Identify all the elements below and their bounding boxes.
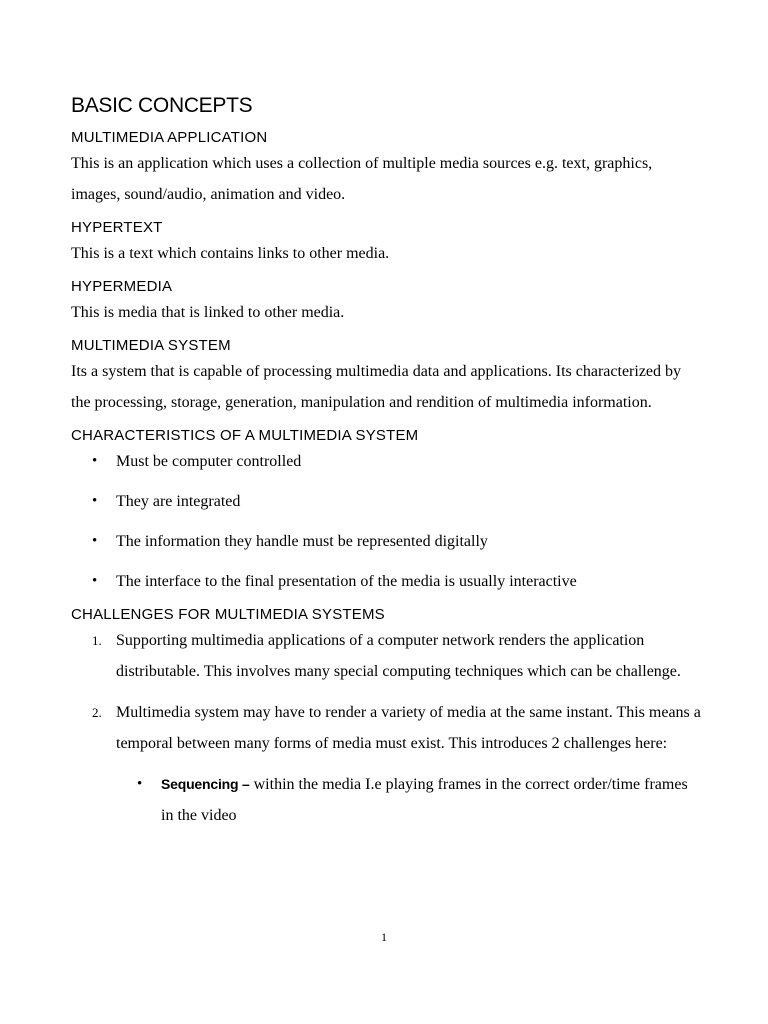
list-item-text: The interface to the final presentation of the media is usually interactive (116, 573, 577, 590)
list-item (71, 566, 701, 597)
section-heading: MULTIMEDIA APPLICATION (71, 129, 268, 146)
bullet-icon: • (92, 533, 98, 549)
section-challenges (71, 605, 701, 831)
list-item (71, 697, 701, 759)
bullet-icon: • (92, 573, 98, 589)
term-label: Sequencing – (161, 776, 250, 792)
section-heading: MULTIMEDIA SYSTEM (71, 337, 231, 354)
section-multimedia-application (71, 128, 701, 210)
list-item-text: Must be computer controlled (116, 453, 302, 470)
section-characteristics (71, 426, 701, 597)
section-multimedia-system (71, 336, 701, 418)
section-heading: CHALLENGES FOR MULTIMEDIA SYSTEMS (71, 606, 385, 623)
bullet-icon: • (92, 453, 98, 469)
section-text: This is a text which contains links to other media. (71, 245, 390, 262)
section-heading: HYPERMEDIA (71, 278, 173, 295)
page-number: 1 (381, 930, 387, 944)
section-heading: CHARACTERISTICS OF A MULTIMEDIA SYSTEM (71, 427, 419, 444)
section-hypertext (71, 218, 701, 269)
list-number: 1. (92, 633, 102, 648)
list-item (71, 625, 701, 687)
list-item (71, 486, 701, 517)
document-content (71, 92, 701, 831)
section-text: This is media that is linked to other media. (71, 304, 345, 321)
challenges-list (71, 625, 701, 759)
challenges-sub-list (71, 769, 701, 831)
page-title: BASIC CONCEPTS (71, 93, 253, 118)
list-item-text: Supporting multimedia applications of a computer network renders the application distributable. This involves many special computing techniques which can be challenge. (116, 632, 681, 680)
list-number: 2. (92, 705, 102, 720)
bullet-icon: • (92, 493, 98, 509)
section-hypermedia (71, 277, 701, 328)
characteristics-list (71, 446, 701, 597)
section-heading: HYPERTEXT (71, 219, 163, 236)
list-item-text: within the media I.e playing frames in the correct order/time frames in the video (161, 776, 688, 824)
list-item (71, 526, 701, 557)
list-item-text: Multimedia system may have to render a variety of media at the same instant. This means a temporal between many forms of media must exist. This introduces 2 challenges here: (116, 704, 701, 752)
list-item-text: They are integrated (116, 493, 241, 510)
list-item (71, 446, 701, 477)
list-item-text: The information they handle must be represented digitally (116, 533, 488, 550)
section-text: Its a system that is capable of processing multimedia data and applications. Its characterized by the processing, storage, generation, manipulation and rendition of multimedia information. (71, 363, 682, 411)
list-item (71, 769, 701, 831)
bullet-icon: • (137, 776, 143, 792)
section-text: This is an application which uses a collection of multiple media sources e.g. text, graphics, images, sound/audio, animation and video. (71, 155, 653, 203)
